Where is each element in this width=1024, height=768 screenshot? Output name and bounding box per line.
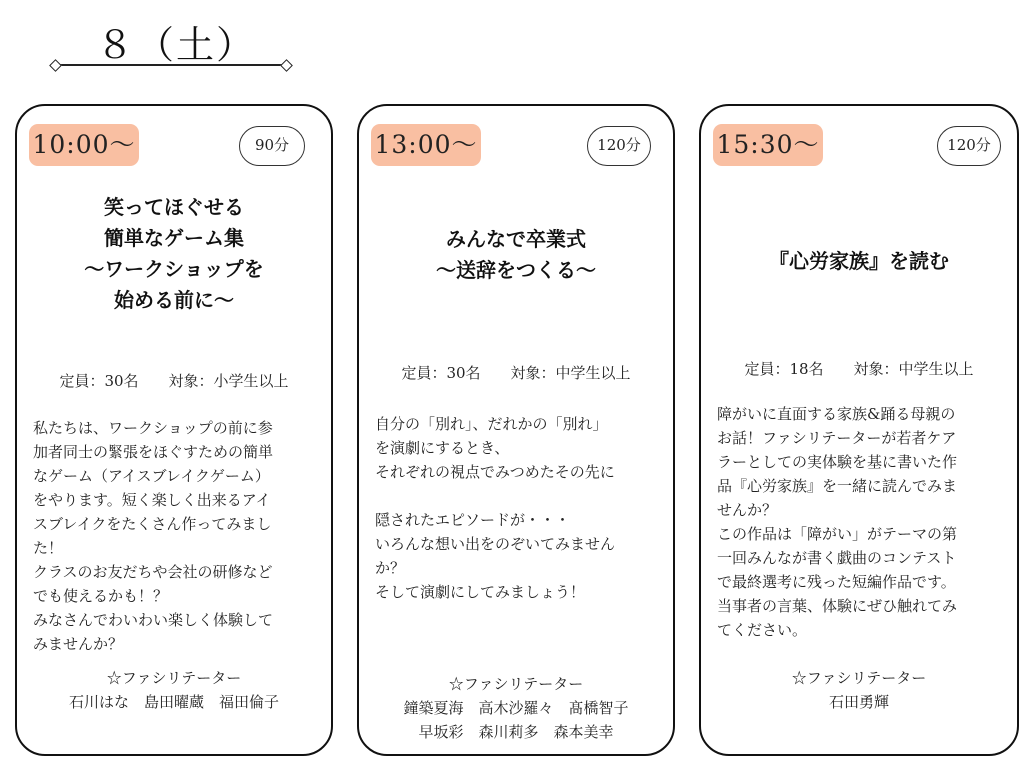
target-audience-label: 対象：中学生以上 — [510, 364, 631, 382]
capacity-label: 定員：18名 — [744, 360, 824, 378]
duration-badge: 90分 — [239, 126, 305, 166]
day-title-underline — [56, 64, 286, 66]
description-line: てください。 — [717, 621, 808, 639]
program-title — [701, 246, 1017, 277]
program-title-line: 笑ってほぐせる — [104, 195, 244, 219]
program-card — [699, 104, 1019, 756]
description-line: 加者同士の緊張をほぐすための簡単 — [33, 443, 274, 461]
description-line: 隠されたエピソードが・・・ — [375, 511, 571, 529]
program-title-line: みんなで卒業式 — [446, 227, 586, 251]
program-title-line: 始める前に〜 — [114, 288, 234, 312]
description-line: た！ — [33, 539, 64, 557]
description-line: でも使えるかも！？ — [33, 587, 169, 605]
program-meta — [359, 362, 673, 383]
program-title-line: 〜ワークショップを — [84, 257, 264, 281]
description-line: を演劇にするとき、 — [375, 439, 510, 457]
description-line: いろんな想い出をのぞいてみません — [375, 535, 616, 553]
duration-badge: 120分 — [587, 126, 651, 166]
facilitators — [17, 666, 331, 714]
duration-badge: 120分 — [937, 126, 1001, 166]
description-line: 障がいに直面する家族&踊る母親の — [717, 405, 956, 423]
description-line: 品『心労家族』を一緒に読んでみま — [717, 477, 958, 495]
description-line: それぞれの視点でみつめたその先に — [375, 463, 615, 481]
program-card — [357, 104, 675, 756]
capacity-label: 定員：30名 — [59, 372, 139, 390]
target-audience-label: 対象：小学生以上 — [168, 372, 289, 390]
description-line: で最終選考に残った短編作品です。 — [717, 573, 956, 591]
description-line: をやります。短く楽しく出来るアイ — [33, 491, 271, 509]
start-time-badge: 15:30〜 — [713, 124, 823, 166]
description-line: ラーとしての実体験を基に書いた作 — [717, 453, 958, 471]
program-title-line: 簡単なゲーム集 — [104, 226, 244, 250]
program-description — [375, 412, 663, 604]
facilitator-label: ☆ファシリテーター — [106, 669, 242, 687]
description-line: そして演劇にしてみましょう！ — [375, 583, 586, 601]
program-meta — [701, 358, 1017, 379]
description-line: 私たちは、ワークショップの前に参 — [33, 419, 273, 437]
description-line — [375, 484, 663, 508]
program-title — [17, 192, 331, 316]
description-line: 一回みんなが書く戯曲のコンテスト — [717, 549, 957, 567]
description-line: せんか？ — [717, 501, 778, 519]
description-line: この作品は「障がい」がテーマの第 — [717, 525, 958, 543]
program-card — [15, 104, 333, 756]
facilitator-label: ☆ファシリテーター — [448, 675, 584, 693]
description-line: なゲーム（アイスブレイクゲーム） — [33, 467, 270, 485]
facilitator-names: 石川はな 島田曜蔵 福田倫子 — [68, 693, 279, 711]
program-description — [717, 402, 1007, 642]
facilitators — [701, 666, 1017, 714]
description-line: 当事者の言葉、体験にぜひ触れてみ — [717, 597, 958, 615]
start-time-badge: 13:00〜 — [371, 124, 481, 166]
facilitators — [359, 672, 673, 744]
program-meta — [17, 370, 331, 391]
facilitator-label: ☆ファシリテーター — [791, 669, 927, 687]
facilitator-names: 石田勇輝 — [828, 693, 889, 711]
description-line: か？ — [375, 559, 406, 577]
description-line: お話！ファシリテーターが若者ケア — [717, 429, 957, 447]
start-time-badge: 10:00〜 — [29, 124, 139, 166]
target-audience-label: 対象：中学生以上 — [853, 360, 974, 378]
program-title-line: 『心労家族』を読む — [769, 249, 949, 273]
description-line: みませんか？ — [33, 635, 124, 653]
description-line: みなさんでわいわい楽しく体験して — [33, 611, 274, 629]
capacity-label: 定員：30名 — [401, 364, 481, 382]
program-title-line: 〜送辞をつくる〜 — [436, 258, 596, 282]
day-title: ８（土） — [96, 23, 257, 67]
program-description — [33, 416, 321, 656]
description-line: スブレイクをたくさん作ってみまし — [33, 515, 272, 533]
facilitator-names: 鐘築夏海 高木沙羅々 髙橋智子 — [403, 699, 629, 717]
description-line: クラスのお友だちや会社の研修など — [33, 563, 273, 581]
facilitator-names: 早坂彩 森川莉多 森本美幸 — [418, 723, 614, 741]
description-line: 自分の「別れ」、だれかの「別れ」 — [375, 415, 608, 433]
program-title — [359, 224, 673, 286]
